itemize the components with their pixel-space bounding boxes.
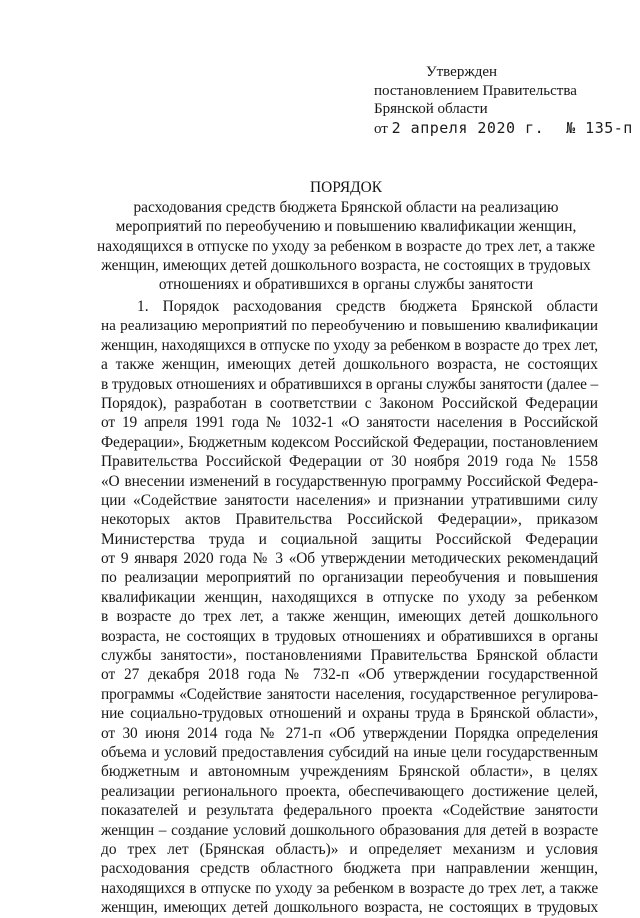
- body-line: женщин, находящихся в отпуске по уходу за ребенком в возрасте до трех лет,: [101, 336, 598, 354]
- body-line: по реализации мероприятий по организации переобучения и повышения: [101, 569, 598, 587]
- body-line: «О внесении изменений в государственную программу Российской Федера-: [101, 472, 598, 490]
- body-line: программы «Содействие занятости населения, государственное регулирова-: [101, 685, 598, 703]
- document-title: [96, 178, 596, 294]
- body-line: некоторых актов Правительства Российской Федерации», приказом: [101, 511, 598, 529]
- approval-line-date: [374, 118, 633, 139]
- body-line: реализации регионального проекта, обеспечивающего достижение целей,: [101, 782, 598, 800]
- body-line: до трех лет (Брянская область)» и определяет механизм и условия: [101, 840, 598, 858]
- body-line: Порядок), разработан в соответствии с Законом Российской Федерации: [101, 394, 598, 412]
- body-line: показателей и результата федерального проекта «Содействие занятости: [101, 802, 598, 820]
- approval-line-region: Брянской области: [374, 101, 488, 118]
- body-line: на реализацию мероприятий по переобучению и повышению квалификации: [101, 317, 598, 335]
- body-line: женщин – создание условий дошкольного образования для детей в возрасте: [101, 821, 598, 839]
- body-line: 1. Порядок расходования средств бюджета Брянской области: [137, 298, 598, 315]
- body-line: в возрасте до трех лет, а также женщин, имеющих детей дошкольного: [101, 608, 598, 626]
- body-line: бюджетным и автономным учреждениям Брянской области», в целях: [101, 763, 598, 781]
- body-line: квалификации женщин, находящихся в отпуске по уходу за ребенком: [101, 588, 598, 606]
- handwritten-date: 2 апреля 2020 г.: [391, 118, 545, 137]
- handwritten-number: № 135-п: [566, 118, 633, 137]
- body-line: ние социально-трудовых отношений и охраны труда в Брянской области»,: [101, 705, 598, 723]
- title-line: женщин, имеющих детей дошкольного возраста, не состоящих в трудовых: [101, 256, 591, 274]
- body-line: возраста, не состоящих в трудовых отношениях и обратившихся в органы: [101, 627, 598, 645]
- body-line: от 27 декабря 2018 года № 732-п «Об утверждении государственной: [101, 666, 598, 684]
- date-prefix: от: [374, 120, 388, 137]
- body-line: от 9 января 2020 года № 3 «Об утверждении методических рекомендаций: [101, 550, 598, 568]
- body-line: объема и условий предоставления субсидий на иные цели государственным: [101, 743, 598, 761]
- approval-stamp-block: [374, 63, 633, 138]
- title-line: мероприятий по переобучению и повышению квалификации женщин,: [115, 218, 577, 236]
- title-line: находящихся в отпуске по уходу за ребенком в возрасте до трех лет, а также: [96, 237, 596, 255]
- body-line: Федерации», Бюджетным кодексом Российской Федерации, постановлением: [101, 433, 598, 451]
- approval-line-resolution: постановлением Правительства: [374, 82, 577, 99]
- body-line: женщин, имеющих детей дошкольного возраста, не состоящих в трудовых: [101, 899, 598, 917]
- body-line: Правительства Российской Федерации от 30 ноября 2019 года № 1558: [101, 453, 598, 471]
- body-line: а также женщин, имеющих детей дошкольного возраста, не состоящих: [101, 356, 598, 374]
- body-line: находящихся в отпуске по уходу за ребенком в возрасте до трех лет, а также: [101, 879, 598, 897]
- body-paragraph: [101, 297, 598, 918]
- body-line: ции «Содействие занятости населения» и признании утратившими силу: [101, 491, 598, 509]
- body-line: расходования средств областного бюджета при направлении женщин,: [101, 860, 598, 878]
- approval-line-approved: Утвержден: [426, 64, 498, 80]
- body-line: от 30 июня 2014 года № 271-п «Об утверждении Порядка определения: [101, 724, 598, 742]
- title-line: отношениях и обратившихся в органы службы занятости: [158, 276, 534, 294]
- title-heading: ПОРЯДОК: [310, 179, 382, 196]
- body-line: Министерства труда и социальной защиты Российской Федерации: [101, 530, 598, 548]
- body-line: от 19 апреля 1991 года № 1032-1 «О занятости населения в Российской: [101, 414, 598, 432]
- title-line: расходования средств бюджета Брянской области на реализацию: [133, 199, 559, 217]
- body-line: в трудовых отношениях и обратившихся в органы службы занятости (далее –: [101, 375, 599, 393]
- body-line: службы занятости», постановлениями Правительства Брянской области: [101, 647, 598, 665]
